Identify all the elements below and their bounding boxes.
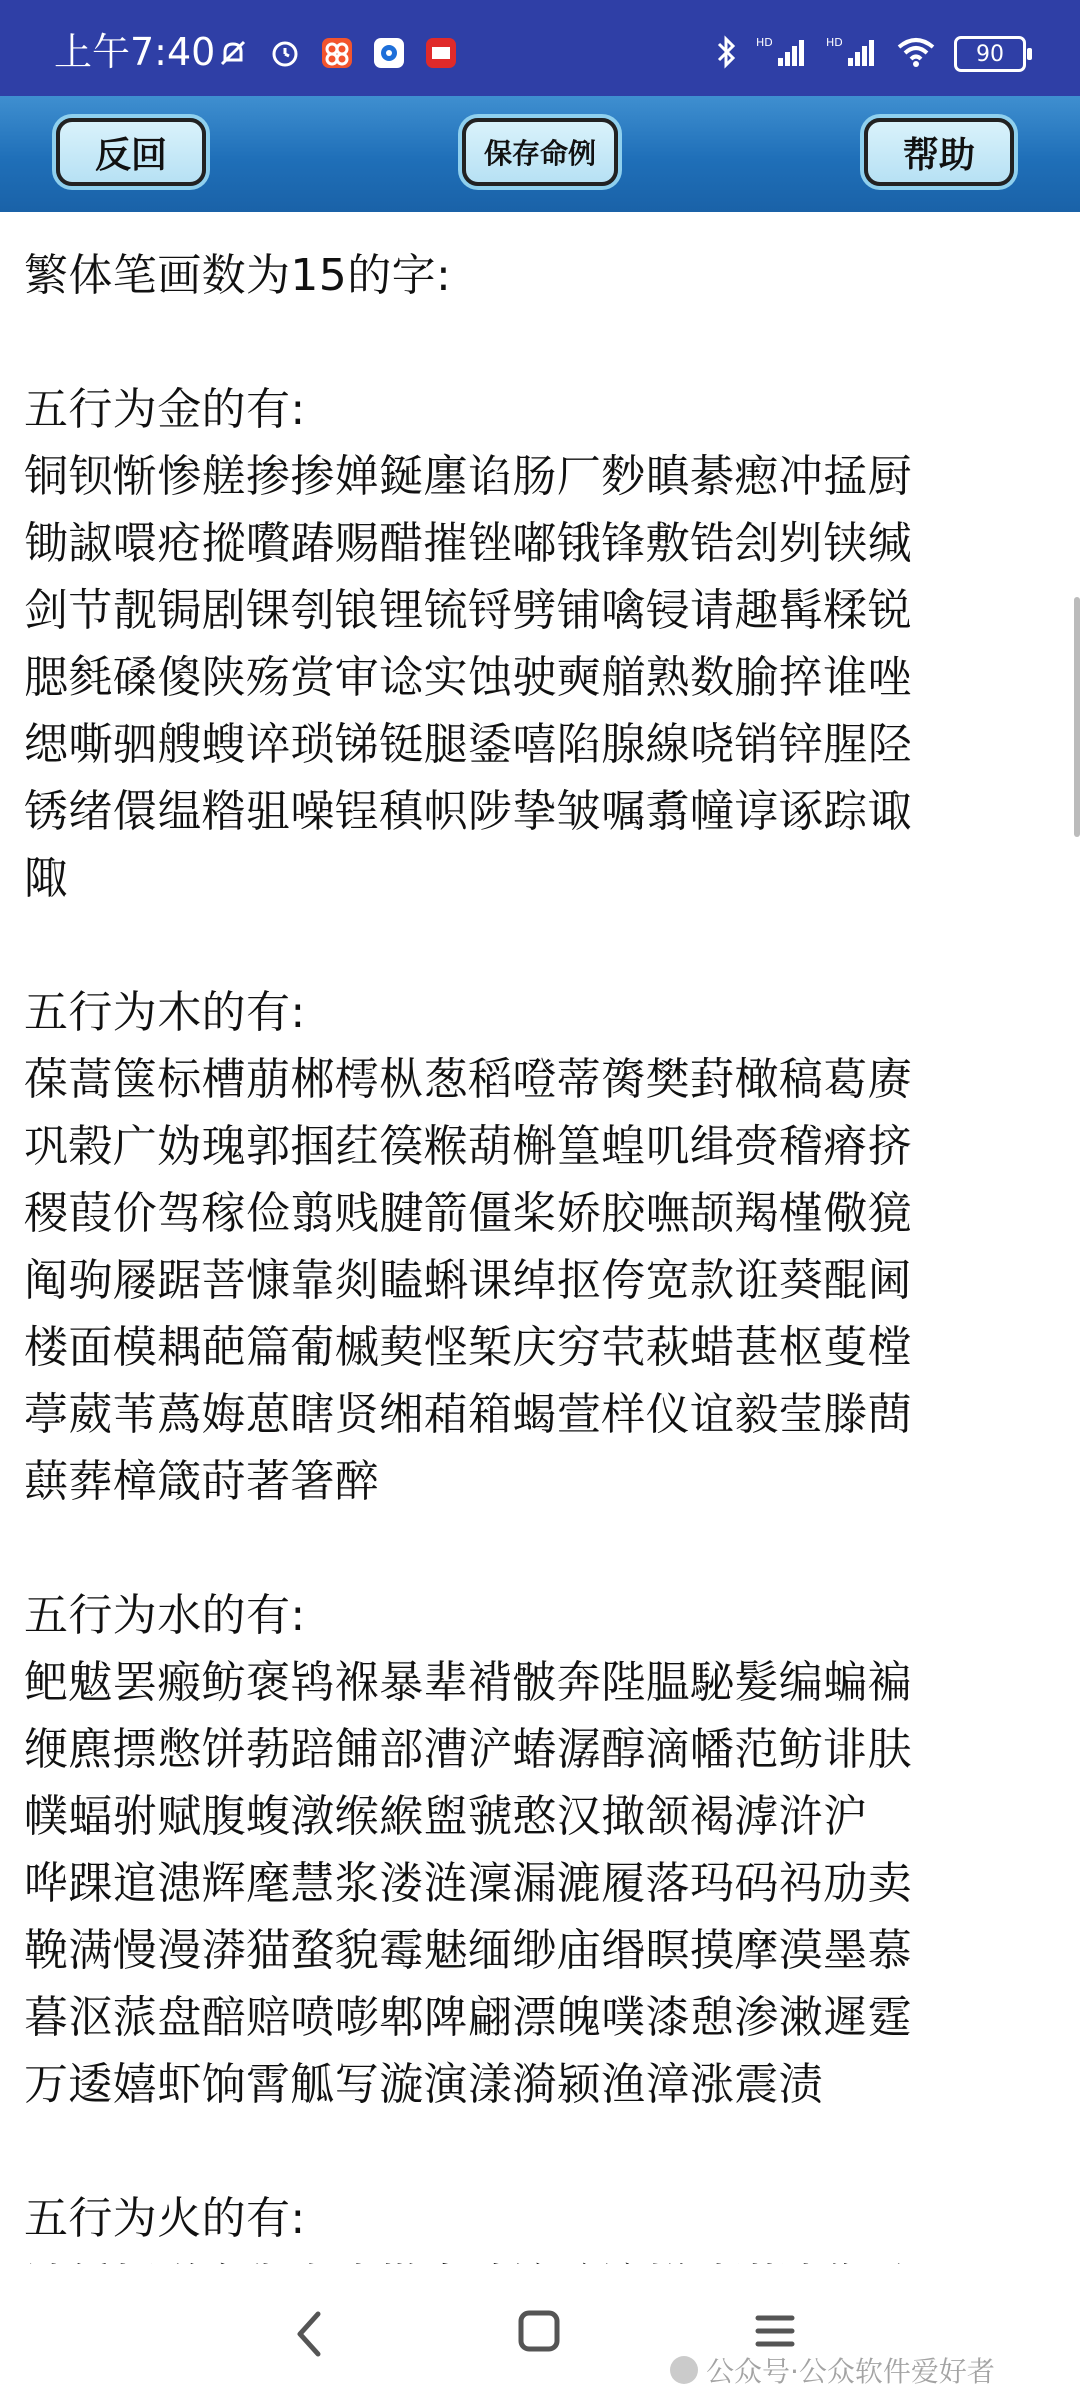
char-line: 锄諔噮疮摐嚽踳赐醋摧锉嘟锇锋敷锆刽刿铗缄 [24, 518, 912, 569]
battery-icon [954, 36, 1026, 72]
signal-hd-icon [826, 34, 878, 74]
section-title-water: 五行为水的有: [24, 1590, 306, 1641]
battery-level: 90 [976, 41, 1004, 67]
char-line: 铜钡惭惨艖掺掺婵鋋廛谄肠厂麨瞋綦瘛冲掹厨 [24, 451, 912, 502]
scrollbar[interactable] [1074, 597, 1080, 837]
back-button[interactable]: 反回 [56, 118, 206, 186]
notification-icons [214, 34, 460, 72]
navigation-bar [0, 2264, 1080, 2400]
nav-home-icon[interactable] [516, 2308, 562, 2358]
char-line: 哗踝逭漶辉麾慧浆溇涟澟漏漉履落玛码祃劢卖 [24, 1858, 912, 1909]
char-line: 锈绪儇缊糌驵噪锃稹帜陟挚皱嘱翥幢谆诼踪诹 [24, 786, 912, 837]
heading: 繁体笔画数为15的字: [24, 250, 452, 301]
char-line: 缏麃摽憋饼葧踣餔部漕浐蝽潺醇滴幡范鲂诽肤 [24, 1724, 912, 1775]
char-line: 巩榖广妫瑰郭掴荭篌糇葫槲篁蝗叽缉赍稽瘠挤 [24, 1121, 912, 1172]
wifi-icon [896, 35, 936, 73]
mute-icon [214, 34, 252, 72]
wechat-icon [670, 2356, 698, 2384]
char-line: 陬 [24, 853, 69, 904]
char-line: 楼面模耦葩篇葡槭葜悭椠庆穷茕萩蜡葚枢蓃樘 [24, 1322, 912, 1373]
watermark-text: 公众号·公众软件爱好者 [706, 2355, 995, 2388]
app-icon [370, 34, 408, 72]
char-line: 腮毵磉傻陕殇赏审谂实蚀驶奭艏熟数腧捽谁唑 [24, 652, 912, 703]
bluetooth-icon [714, 34, 738, 74]
status-time: 上午7:40 [54, 30, 216, 74]
char-line: 暮沤蒎盘醅赔喷嘭郫陴翩漂魄噗漆憩渗潄遲霆 [24, 1992, 912, 2043]
signal-hd-icon [756, 34, 808, 74]
news-app-icon [422, 34, 460, 72]
char-line: 剑节靓锔剧锞刳锒锂锍锊劈铺噙锓请趣髯糅锐 [24, 585, 912, 636]
alarm-icon [266, 34, 304, 72]
nav-back-icon[interactable] [290, 2308, 330, 2364]
char-line: 缌嘶驷艘螋谇琐锑铤腿鋈嘻陷腺線哓销锌腥陉 [24, 719, 912, 770]
svg-text:HD: HD [756, 36, 773, 49]
watermark [670, 2350, 995, 2390]
char-line: 蕻葬樟箴莳著箸醉 [24, 1456, 380, 1507]
char-line: 幞蝠驸赋腹蝮潡缑緱盥虢憨汉撖颔褐滹浒沪 [24, 1791, 868, 1842]
section-title-fire: 五行为火的有: [24, 2193, 306, 2244]
save-example-button[interactable]: 保存命例 [462, 118, 618, 186]
char-line: 鲃魃罢瘢鲂褒鸨褓暴辈褙骳奔陛腽駜髮编蝙褊 [24, 1657, 912, 1708]
section-title-metal: 五行为金的有: [24, 384, 306, 435]
app-icon [318, 34, 356, 72]
char-line: 葶葳苇蔿娒葸瞎贤缃葙箱蝎萱样仪谊毅莹滕蔄 [24, 1389, 912, 1440]
char-line: 阄驹屦踞菩慷靠剡瞌蝌课绰抠侉宽款诳葵醌阃 [24, 1255, 912, 1306]
section-title-wood: 五行为木的有: [24, 987, 306, 1038]
char-line: 万逶嬉虾饷霄觚写漩演漾漪颍渔漳涨震渍 [24, 2059, 824, 2110]
help-button[interactable]: 帮助 [864, 118, 1014, 186]
char-line: 稷葭价驾稼俭翦贱腱箭僵桨娇胶嘸颉羯槿儆獍 [24, 1188, 912, 1239]
result-text-area[interactable] [0, 212, 1080, 2264]
char-line: 鞔满慢漫漭猫蝥貌霉魅缅缈庙缗瞑摸摩漠墨慕 [24, 1925, 912, 1976]
toolbar [0, 96, 1080, 212]
svg-text:HD: HD [826, 36, 843, 49]
status-bar [0, 0, 1080, 96]
system-icons [714, 34, 1026, 74]
char-line: 葆蒿箧标槽萠郴樗枞葱稻噔蒂膐樊葑橄稿葛赓 [24, 1054, 912, 1105]
